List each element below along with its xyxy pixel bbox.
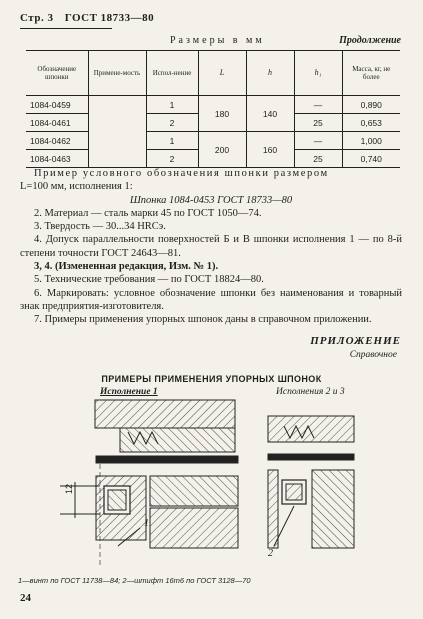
figure-caption: 1—винт по ГОСТ 11738—84; 2—штифт 16m6 по ГОСТ 3128—70 xyxy=(18,576,251,585)
spec-table xyxy=(26,50,400,168)
item-3-4-amendment: 3, 4. (Измененная редакция, Изм. № 1). xyxy=(34,261,219,273)
figure-right-label: Исполнения 2 и 3 xyxy=(276,387,345,397)
col-h1: h₁ xyxy=(294,51,342,96)
figure-title: ПРИМЕРЫ ПРИМЕНЕНИЯ УПОРНЫХ ШПОНОК xyxy=(101,374,322,384)
drawing-execution-1 xyxy=(60,400,238,566)
example-line-2: L=100 мм, исполнения 1: xyxy=(20,181,133,193)
standard-label: ГОСТ 18733—80 xyxy=(64,12,155,24)
col-execution: Испол-нение xyxy=(146,51,198,96)
callout-1: 1 xyxy=(144,518,149,529)
item-2: 2. Материал — сталь марки 45 по ГОСТ 1050—74. xyxy=(34,207,262,219)
col-h: h xyxy=(246,51,294,96)
example-formula: Шпонка 1084-0453 ГОСТ 18733—80 xyxy=(129,194,293,206)
col-applicability: Примене-мость xyxy=(88,51,146,96)
page-number: 24 xyxy=(20,592,31,604)
figure-left-label: Исполнение 1 xyxy=(100,387,158,397)
table-row: 1084-0463 2 25 0,740 xyxy=(26,150,400,168)
body-text xyxy=(20,167,402,327)
table-row: 1084-0461 2 25 0,653 xyxy=(26,114,400,132)
table-row: 1084-0459 1 180 140 — 0,890 xyxy=(26,96,400,114)
appendix-subtitle: Справочное xyxy=(349,350,397,360)
application-drawing xyxy=(0,396,423,576)
header-rule xyxy=(20,28,112,29)
table-row: 1084-0462 1 200 160 — 1,000 xyxy=(26,132,400,150)
item-4: 4. Допуск параллельности поверхностей Б и В шпонки исполнения 1 — по 8-й степени точности ГОСТ 24643—81. xyxy=(20,234,402,259)
page-label: Стр. 3 xyxy=(20,12,54,24)
col-mass: Масса, кг, не более xyxy=(342,51,400,96)
col-L: L xyxy=(198,51,246,96)
item-7: 7. Примеры применения упорных шпонок даны в справочном приложении. xyxy=(34,314,372,326)
example-line-1: Пример условного обозначения шпонки размером xyxy=(34,168,329,179)
continued-label: Продолжение xyxy=(339,35,401,46)
item-5: 5. Технические требования — по ГОСТ 18824—80. xyxy=(34,274,264,286)
col-designation: Обозначение шпонки xyxy=(26,51,88,96)
item-6: 6. Маркировать: условное обозначение шпонки без наименования и товарный знак предприятия-изготовителя. xyxy=(20,287,402,312)
page-header xyxy=(20,12,154,24)
table-header-row xyxy=(26,51,400,96)
appendix-title: ПРИЛОЖЕНИЕ xyxy=(310,335,401,347)
units-label: Размеры в мм xyxy=(170,35,265,46)
callout-2: 2 xyxy=(268,548,273,559)
dimension-label: 12 xyxy=(64,483,74,494)
drawing-execution-2-3 xyxy=(268,416,354,548)
item-3: 3. Твердость — 30...34 HRCэ. xyxy=(34,221,166,233)
